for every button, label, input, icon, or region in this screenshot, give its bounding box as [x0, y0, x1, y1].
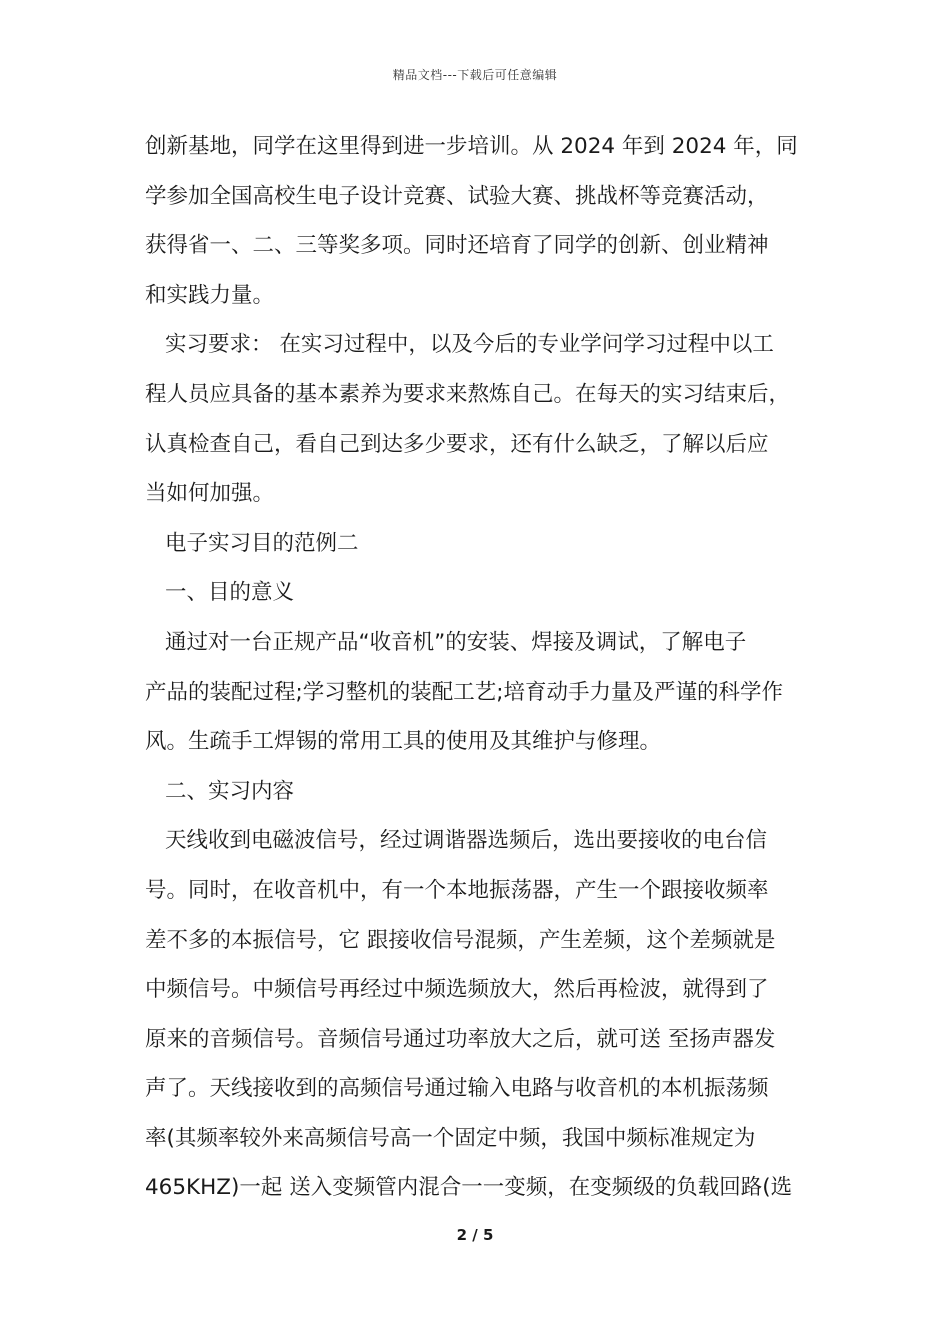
paragraph-line: 中频信号。中频信号再经过中频选频放大，然后再检波，就得到了 — [145, 977, 769, 1003]
paragraph-line: 学参加全国高校生电子设计竞赛、试验大赛、挑战杯等竞赛活动， — [145, 183, 769, 209]
paragraph-line: 实习要求： 在实习过程中，以及今后的专业学问学习过程中以工 — [165, 332, 774, 358]
paragraph-line: 率(其频率较外来高频信号高一个固定中频，我国中频标准规定为 — [145, 1125, 756, 1151]
paragraph-line: 认真检查自己，看自己到达多少要求，还有什么缺乏，了解以后应 — [145, 431, 769, 457]
section-heading: 电子实习目的范例二 — [165, 530, 359, 556]
paragraph-line: 号。同时，在收音机中，有一个本地振荡器，产生一个跟接收频率 — [145, 877, 769, 903]
document-body — [145, 122, 825, 1213]
paragraph-line: 创新基地，同学在这里得到进一步培训。从 2024 年到 2024 年，同 — [145, 134, 798, 159]
paragraph-line: 天线收到电磁波信号，经过调谐器选频后，选出要接收的电台信 — [165, 828, 768, 854]
paragraph-line: 获得省一、二、三等奖多项。同时还培育了同学的创新、创业精神 — [145, 233, 769, 259]
paragraph-line: 程人员应具备的基本素养为要求来熬炼自己。在每天的实习结束后， — [145, 381, 791, 407]
paragraph-line: 和实践力量。 — [145, 282, 275, 308]
paragraph-line: 声了。天线接收到的高频信号通过输入电路与收音机的本机振荡频 — [145, 1076, 769, 1102]
section-heading: 一、目的意义 — [165, 580, 295, 606]
paragraph-line: 465KHZ)一起 送入变频管内混合一一变频，在变频级的负载回路(选 — [145, 1175, 793, 1201]
page-header: 精品文档---下载后可任意编辑 — [392, 68, 558, 82]
paragraph-line: 通过对一台正规产品“收音机”的安装、焊接及调试，了解电子 — [165, 629, 747, 655]
paragraph-line: 原来的音频信号。音频信号通过功率放大之后，就可送 至扬声器发 — [145, 1026, 776, 1052]
paragraph-line: 当如何加强。 — [145, 481, 275, 507]
page-number: 2 / 5 — [456, 1226, 494, 1244]
paragraph-line: 产品的装配过程;学习整机的装配工艺;培育动手力量及严谨的科学作 — [145, 679, 783, 705]
paragraph-line: 差不多的本振信号，它 跟接收信号混频，产生差频，这个差频就是 — [145, 927, 776, 953]
section-heading: 二、实习内容 — [165, 778, 295, 804]
paragraph-line: 风。生疏手工焊锡的常用工具的使用及其维护与修理。 — [145, 729, 662, 755]
